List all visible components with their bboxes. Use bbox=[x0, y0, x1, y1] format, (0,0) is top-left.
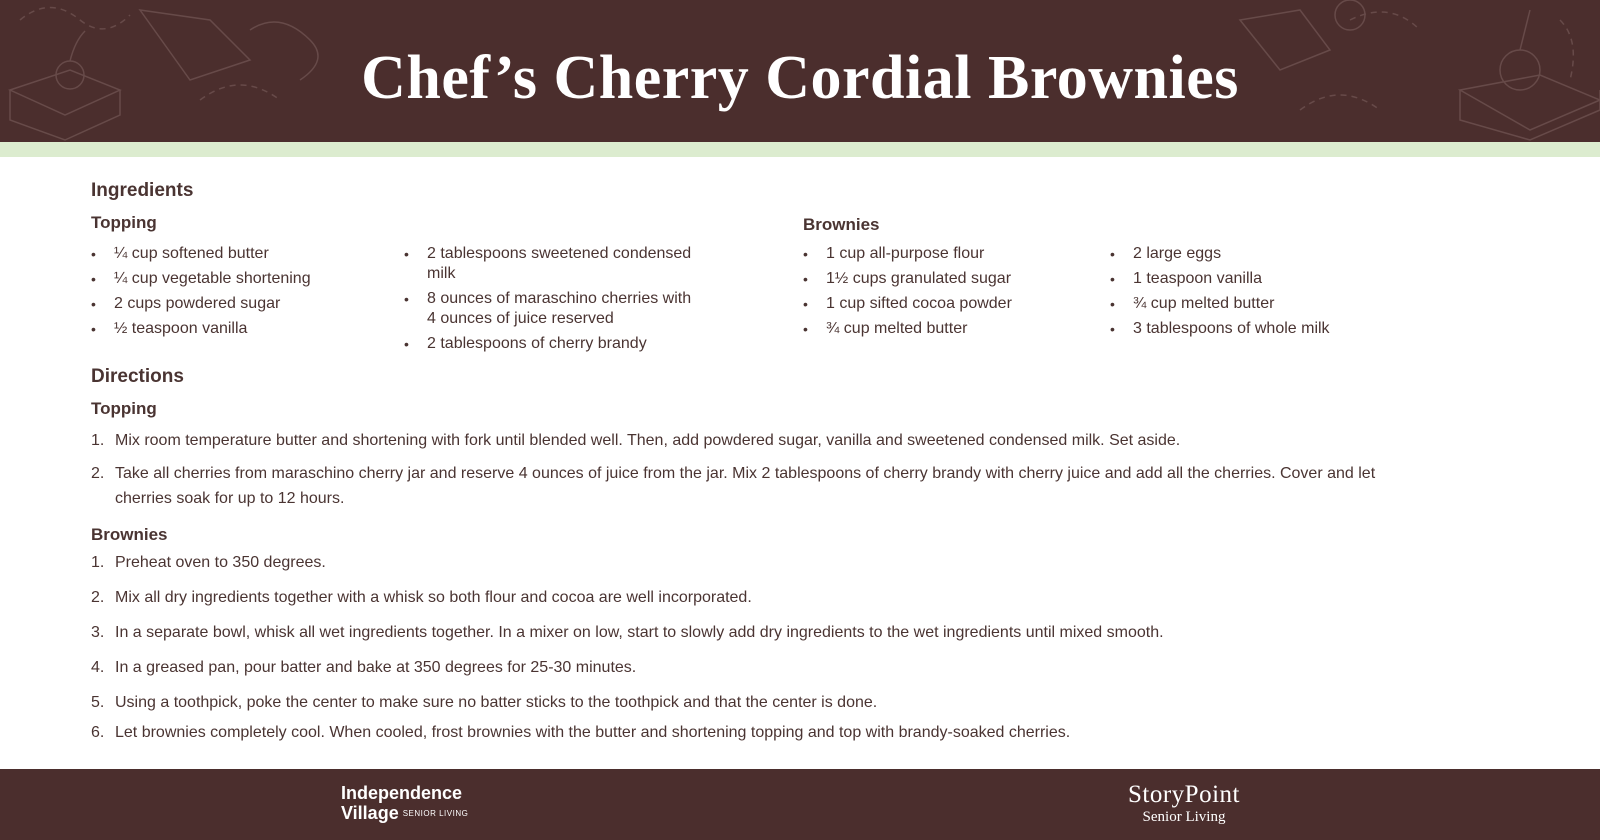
list-item: 5. Using a toothpick, poke the center to make sure no batter sticks to the toothpick and that the center is done. bbox=[91, 694, 878, 711]
list-item: • ¾ cup melted butter bbox=[803, 319, 1093, 339]
independence-village-logo: Independence Village SENIOR LIVING bbox=[341, 783, 469, 823]
brownies-ingredients-col1 bbox=[803, 244, 1093, 344]
topping-directions-list bbox=[91, 428, 1381, 511]
list-item: • 1 cup sifted cocoa powder bbox=[803, 294, 1093, 314]
list-item: 3. In a separate bowl, whisk all wet ingredients together. In a mixer on low, start to slowly add dry ingredients to the wet ingredients until mixed smooth. bbox=[91, 624, 1164, 641]
list-item: • ¼ cup softened butter bbox=[91, 244, 381, 264]
header-banner bbox=[0, 0, 1600, 142]
brownies-ingredients-heading: Brownies bbox=[803, 215, 880, 234]
list-item: • 2 cups powdered sugar bbox=[91, 294, 381, 314]
list-item: • ¾ cup melted butter bbox=[1110, 294, 1400, 314]
page-title: Chef’s Cherry Cordial Brownies bbox=[361, 44, 1239, 112]
list-item: • 1 teaspoon vanilla bbox=[1110, 269, 1400, 289]
accent-bar bbox=[0, 142, 1600, 157]
topping-ingredients-col2 bbox=[404, 244, 694, 359]
directions-heading: Directions bbox=[91, 366, 184, 387]
list-item: • 8 ounces of maraschino cherries with 4 ounces of juice reserved bbox=[404, 289, 694, 329]
footer-banner bbox=[0, 769, 1600, 840]
list-item: • 2 tablespoons sweetened condensed milk bbox=[404, 244, 694, 284]
list-item: • 1½ cups granulated sugar bbox=[803, 269, 1093, 289]
list-item: 2. Take all cherries from maraschino cherry jar and reserve 4 ounces of juice from the jar. Mix 2 tablespoons of cherry brandy with cherry juice and add all the cherries. Cover and let cherries soak for up to 12 hours. bbox=[91, 465, 1376, 507]
list-item: 4. In a greased pan, pour batter and bake at 350 degrees for 25-30 minutes. bbox=[91, 659, 637, 676]
list-item: 2. Mix all dry ingredients together with a whisk so both flour and cocoa are well incorporated. bbox=[91, 589, 752, 606]
brownies-directions-heading: Brownies bbox=[91, 525, 168, 544]
topping-ingredients-col1 bbox=[91, 244, 381, 344]
list-item: • ¼ cup vegetable shortening bbox=[91, 269, 381, 289]
brownies-ingredients-col2 bbox=[1110, 244, 1400, 344]
ingredients-heading: Ingredients bbox=[91, 180, 194, 201]
storypoint-logo: StoryPoint Senior Living bbox=[1128, 781, 1240, 825]
list-item: • 3 tablespoons of whole milk bbox=[1110, 319, 1400, 339]
topping-ingredients-heading: Topping bbox=[91, 213, 157, 232]
list-item: 6. Let brownies completely cool. When cooled, frost brownies with the butter and shortening topping and top with brandy-soaked cherries. bbox=[91, 724, 1071, 741]
brownies-directions-list bbox=[91, 550, 1391, 745]
list-item: 1. Preheat oven to 350 degrees. bbox=[91, 554, 326, 571]
list-item: • 1 cup all-purpose flour bbox=[803, 244, 1093, 264]
topping-directions-heading: Topping bbox=[91, 399, 157, 418]
list-item: • ½ teaspoon vanilla bbox=[91, 319, 381, 339]
list-item: 1. Mix room temperature butter and shortening with fork until blended well. Then, add powdered sugar, vanilla and sweetened condensed milk. Set aside. bbox=[91, 432, 1181, 449]
list-item: • 2 tablespoons of cherry brandy bbox=[404, 334, 694, 354]
list-item: • 2 large eggs bbox=[1110, 244, 1400, 264]
